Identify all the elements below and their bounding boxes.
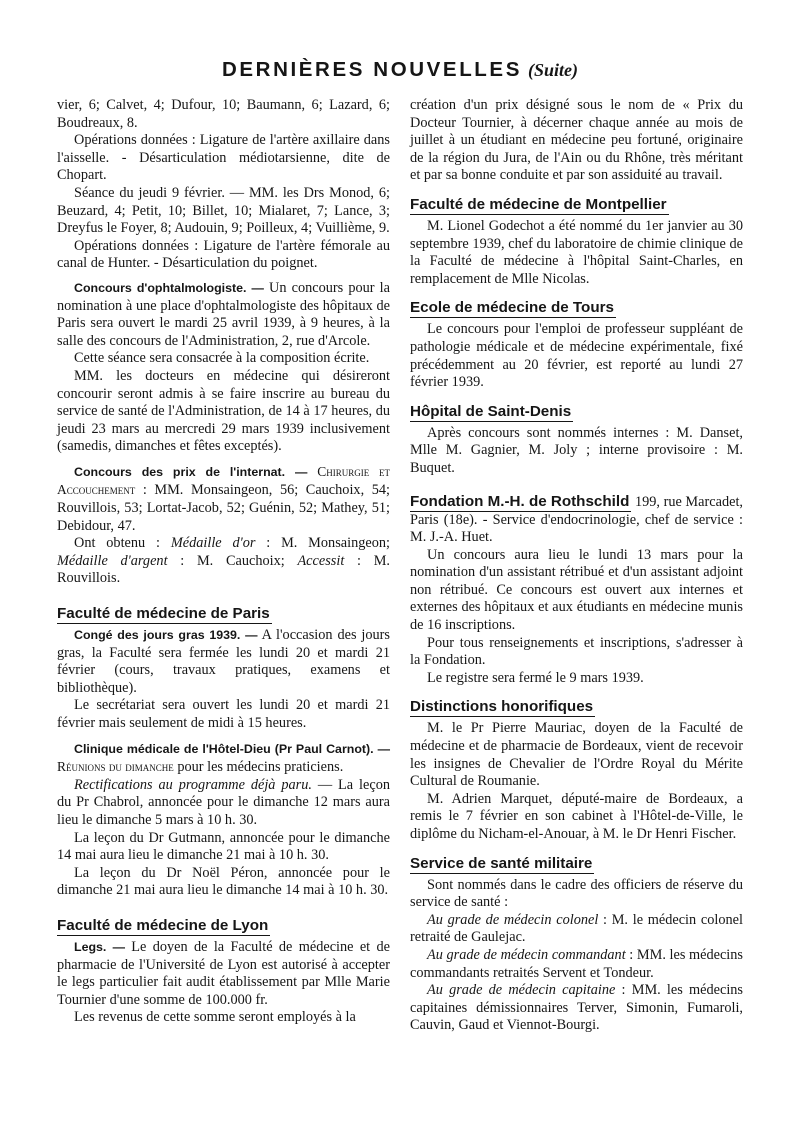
- rothschild-text: 199, rue Marcadet, Paris (18e). - Service d'endocrinologie, chef de service : M. J.-A. Huet.: [410, 493, 743, 546]
- clinique-text: pour les médecins praticiens.: [173, 759, 344, 776]
- commandant-em: Au grade de médecin commandant: [427, 946, 626, 963]
- capitaine-text: : MM. les médecins capitaines démissionnaires Terver, Simonin, Fumaroli, Cauvin, Gaud et Viennot-Bourgi.: [410, 982, 743, 1034]
- obtenu-text: : M. Rouvillois.: [57, 552, 390, 587]
- page-title: DERNIÈRES NOUVELLES: [221, 58, 522, 81]
- concours-internat-lead: Concours des prix de l'internat. —: [74, 464, 308, 479]
- section-paris: [57, 604, 390, 624]
- distinctions-paragraph-2: M. Adrien Marquet, député-maire de Bordeaux, a remis le 7 février en son cabinet à l'Hôtel-de-Ville, le diplôme du Nicham-el-Anouar, à M. le Dr Henri Fischer.: [410, 790, 743, 842]
- obtenu-text: : M. Monsaingeon;: [255, 535, 390, 552]
- militaire-commandant: [410, 947, 743, 982]
- section-heading-montpellier: Faculté de médecine de Montpellier: [410, 195, 667, 213]
- section-heading-tours: Ecole de médecine de Tours: [410, 299, 614, 317]
- obtenu-text: Ont obtenu :: [74, 535, 171, 552]
- obtenu-text: : M. Cauchoix;: [167, 552, 298, 569]
- saint-denis-paragraph: Après concours sont nommés internes : M. Danset, Mlle M. Gagnier, M. Joly ; interne provisoire : M. Buquet.: [410, 424, 743, 476]
- clinique-lead: Clinique médicale de l'Hôtel-Dieu (Pr Paul Carnot). —: [74, 741, 390, 756]
- tours-paragraph: Le concours pour l'emploi de professeur suppléant de pathologie médicale et de médecine expérimentale, fixé précédemment au 20 février, est reporté au lundi 27 février 1939.: [410, 321, 743, 391]
- section-heading-lyon: Faculté de médecine de Lyon: [57, 916, 269, 934]
- concours-internat-obtenu: [57, 535, 390, 588]
- rectifications-paragraph: [57, 777, 390, 830]
- peron-paragraph: La leçon du Dr Noël Péron, annoncée pour le dimanche 21 mai aura lieu le dimanche 14 mai à 10 h. 30.: [57, 864, 390, 899]
- revenus-paragraph: Les revenus de cette somme seront employés à la: [74, 1009, 356, 1026]
- section-tours: [410, 298, 743, 318]
- legs-lead: Legs. —: [74, 939, 125, 954]
- militaire-intro: Sont nommés dans le cadre des officiers de réserve du service de santé :: [410, 876, 743, 911]
- concours-ophtalmologiste-paragraph-3: MM. les docteurs en médecine qui désireront concourir seront admis à se faire inscrire au bureau du service de santé de l'Administration, de 14 à 17 heures, du jeudi 23 mars au mercredi 29 mars 1939 inclusivement (samedis, dimanches et fêtes exceptés).: [57, 367, 390, 455]
- conge-lead: Congé des jours gras 1939. —: [74, 628, 258, 643]
- concours-ophtalmologiste-paragraph-2: Cette séance sera consacrée à la composition écrite.: [74, 350, 370, 367]
- concours-ophtalmologiste-paragraph: [57, 280, 390, 350]
- rectifications-text: — La leçon du Pr Chabrol, annoncée pour le dimanche 12 mars aura lieu le dimanche 5 mars à 10 h. 30.: [57, 776, 391, 828]
- rothschild-paragraph: [410, 492, 743, 547]
- legs-text: Le doyen de la Faculté de médecine et de pharmacie de l'Université de Lyon est autorisé à accepter le legs particulier fait audit établissement par Mlle Marie Tournier d'une somme de 100.000 fr.: [57, 938, 390, 1008]
- militaire-capitaine: [410, 982, 743, 1035]
- section-lyon: [57, 916, 390, 936]
- section-heading-paris: Faculté de médecine de Paris: [57, 605, 270, 623]
- section-rothschild: [410, 492, 743, 547]
- montpellier-paragraph: M. Lionel Godechot a été nommé du 1er janvier au 30 septembre 1939, chef du laboratoire de chimie clinique de la Faculté de médecine à l'hôpital Saint-Charles, en remplacement de Mlle Nicolas.: [410, 217, 743, 287]
- commandant-text: : MM. les médecins commandants retraités Servent et Tondeur.: [410, 946, 743, 981]
- section-distinctions: [410, 697, 743, 717]
- intro-paragraph: Séance du jeudi 9 février. — MM. les Drs Monod, 6; Beuzard, 4; Petit, 10; Billet, 10; Mialaret, 7; Lance, 3; Dreyfus le Foyer, 8; Audouin, 9; Poilleux, 4; Vuillième, 9.: [57, 184, 390, 237]
- intro-paragraph: vier, 6; Calvet, 4; Dufour, 10; Baumann, 6; Lazard, 6; Boudreaux, 8.: [57, 97, 390, 131]
- clinique-smallcaps: Réunions du dimanche: [57, 759, 174, 775]
- obtenu-em: Médaille d'or: [170, 535, 256, 552]
- concours-ophtalmologiste-lead: Concours d'ophtalmologiste. —: [74, 280, 264, 295]
- rothschild-paragraph-2: Un concours aura lieu le lundi 13 mars pour la nomination d'un assistant rétribué et d'un assistant adjoint non rétribué. Ce concours est ouvert aux internes et externes des hôpitaux et aux étudiants en médecine munis de 16 inscriptions.: [410, 546, 743, 634]
- page-header: [0, 58, 800, 82]
- intro-paragraph: Opérations données : Ligature de l'artère fémorale au canal de Hunter. - Désarticulation du poignet.: [57, 237, 390, 272]
- section-heading-rothschild: Fondation M.-H. de Rothschild: [410, 492, 630, 510]
- gutmann-paragraph: La leçon du Dr Gutmann, annoncée pour le dimanche 14 mai aura lieu le dimanche 21 mai à 10 h. 30.: [57, 829, 390, 864]
- secretariat-paragraph: Le secrétariat sera ouvert les lundi 20 et mardi 21 février mais seulement de midi à 15 heures.: [57, 697, 390, 731]
- clinique-paragraph: [57, 740, 390, 777]
- page-subtitle: (Suite): [527, 60, 578, 80]
- colonel-em: Au grade de médecin colonel: [427, 911, 599, 928]
- concours-internat-text: : MM. Monsaingeon, 56; Cauchoix, 54; Rouvillois, 53; Lortat-Jacob, 52; Guénin, 52; Mathey, 51; Debidour, 47.: [57, 482, 390, 534]
- obtenu-em: Médaille d'argent: [57, 552, 168, 569]
- capitaine-em: Au grade de médecin capitaine: [427, 982, 616, 999]
- distinctions-paragraph: M. le Pr Pierre Mauriac, doyen de la Faculté de médecine et de pharmacie de Bordeaux, vient de recevoir les insignes de Chevalier de l'Ordre Royal du Mérite Cultural de Roumanie.: [410, 720, 743, 790]
- section-heading-militaire: Service de santé militaire: [410, 854, 593, 872]
- intro-paragraph: Opérations données : Ligature de l'artère axillaire dans l'aisselle. - Désarticulation médiotarsienne, dite de Chopart.: [57, 132, 390, 184]
- rothschild-paragraph-3: Pour tous renseignements et inscriptions, s'adresser à la Fondation.: [410, 634, 743, 669]
- obtenu-em: Accessit: [297, 552, 345, 569]
- rectifications-em: Rectifications au programme déjà paru.: [74, 776, 312, 793]
- militaire-colonel: [410, 912, 743, 947]
- colonel-text: : M. le médecin colonel retraité de Gaulejac.: [410, 911, 743, 946]
- section-montpellier: [410, 195, 743, 215]
- section-militaire: [410, 854, 743, 874]
- right-column: [410, 97, 743, 1035]
- lyon-continuation: création d'un prix désigné sous le nom de « Prix du Docteur Tournier, à décerner chaque année au mois de juillet à un étudiant en médecine peu fortuné, originaire de la région du Jura, de l'Ain ou du Rhône, très méritant et par sa bonne conduite et par son assiduité au travail.: [410, 97, 743, 184]
- legs-paragraph: [57, 939, 390, 1009]
- conge-paragraph: [57, 627, 390, 697]
- section-heading-saint-denis: Hôpital de Saint-Denis: [410, 402, 572, 420]
- rothschild-paragraph-4: Le registre sera fermé le 9 mars 1939.: [427, 669, 644, 686]
- concours-ophtalmologiste-text: Un concours pour la nomination à une place d'ophtalmologiste des hôpitaux de Paris sera ouvert le mardi 25 avril 1939, à 9 heures, à la salle des concours de l'Administration, 2, rue d'Arcole.: [57, 279, 390, 349]
- section-heading-distinctions: Distinctions honorifiques: [410, 698, 594, 716]
- section-saint-denis: [410, 402, 743, 422]
- conge-text: A l'occasion des jours gras, la Faculté sera fermée les lundi 20 et mardi 21 février (cours, travaux pratiques, examens et bibliothèque).: [57, 627, 390, 696]
- concours-internat-smallcaps: Chirurgie et Accouchement: [57, 463, 390, 498]
- left-column: [57, 97, 390, 1027]
- concours-internat-paragraph: [57, 463, 390, 535]
